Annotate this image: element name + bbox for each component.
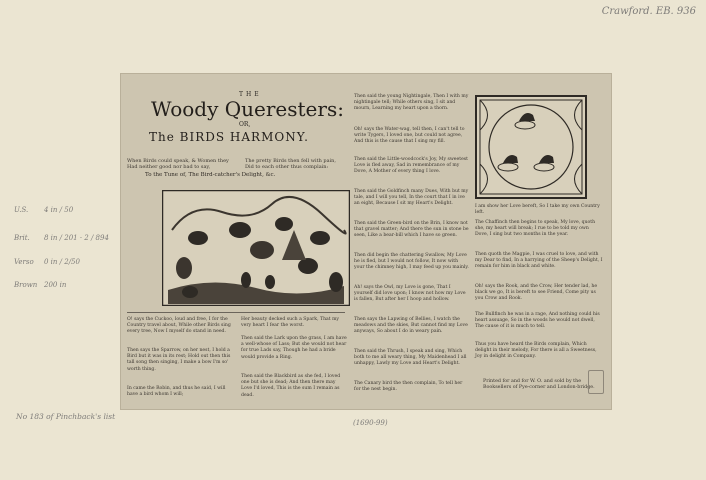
catalog-reference: Crawford. EB. 936 [601, 6, 696, 17]
verse-left-b: Then says the Sparrow, on her nest, I hold a Bird but it was in its rest; Hold out then this tall song then singing, I make a bow I'm so' worth thing. [127, 348, 231, 372]
verse-mid-c: Then said the Blackbird as she fed, I loved one but she is dead; And then there may Love I'd loved, This is the sum I remain as dead. [241, 374, 341, 398]
measure-label-brown: Brown [14, 281, 38, 289]
page-title: Woody Queresters: [151, 97, 344, 121]
verse-right-1: I am show her Love bereft, So I take my own Country left. [475, 204, 600, 216]
verse-mid-b: Then said the Lark upon the grass, I am have a well-whose of Lass; But she would not hear for true Lads say, Though he had a bride would provide a Ring. [241, 336, 347, 360]
verse-left-a: O! says the Cuckoo, loud and free, I for the Country travel about, While other Birds sing every tree, Now I myself do stand in need. [127, 317, 231, 335]
page-subtitle: The BIRDS HARMONY. [149, 130, 309, 144]
measure-value-us: 4 in / 50 [44, 206, 74, 214]
verse-conclusion: Thus you have heard the Birds complain, Which delight in their melody, For there is all a Sweetness, Joy in delight in Company. [475, 342, 597, 360]
verse-bullfinch: The Bullfinch he was in a rage, And nothing could his heart assuage, So in the woods he would not dwell, The cause of it is much to tell. [475, 312, 600, 330]
verse-canary: The Canary bird the then complain, To tell her for the nest begin. [354, 381, 463, 393]
measure-value-brit: 8 in / 201 · 2 / 894 [44, 234, 109, 242]
measure-label-us: U.S. [14, 206, 29, 214]
broadside-sheet [121, 74, 611, 409]
date-note: (1690-99) [353, 419, 388, 427]
divider [127, 312, 345, 313]
verse-left-c: In came the Robin, and thus he said, I will have a bird whom I will; [127, 386, 226, 398]
verse-woodcock: Then said the Little-woodcock's Joy, My sweetest Love is fled away, Sad in remembrance of my Dove, A Mother of every thing I love. [354, 157, 469, 175]
verse-goldfinch: Then said the Goldfinch many Dues, With but my tale, and I will you tell, In the court that I in ive an eight, Because I sit my Heart's Delight. [354, 189, 469, 207]
measure-value-brown: 200 in [44, 281, 67, 289]
title-or: OR, [239, 121, 251, 128]
library-stamp [588, 370, 604, 394]
title-the: THE [239, 91, 262, 98]
verse-lapwing: Then says the Lapwing of Bellies, I watch the meadows and the skies, But cannot find my Love anyways, So about I do in weary pain. [354, 317, 468, 335]
verse-nightingale: Then said the young Nightingale, Then I with my nightingale tell; While others sing, I sit and mourn, Learning my heart upon a thorn. [354, 94, 469, 112]
verse-mid-a: Her beauty decked such a Spark, That my very heart I fear the worst. [241, 317, 340, 329]
catalog-footnote: No 183 of Pinchback's list [16, 412, 116, 421]
verse-swallow: Then did begin the chattering Swallow, My Love he is fled, but I would not follow, It now with your the chimney high, I may feed up you mainly. [354, 253, 469, 271]
tune-line: To the Tune of, The Bird-catcher's Delight, &c. [145, 172, 276, 178]
three-birds-emblem [475, 95, 587, 199]
measure-label-brit: Brit. [14, 234, 30, 242]
verse-thrush: Then said the Thrush, I speak and sing, Which both to me all weary thing, My Maidenhead I all unhappy, Lawly my Love and Heart's Delight. [354, 349, 467, 367]
measure-label-verso: Verso [14, 258, 34, 266]
verse-chaffinch: The Chaffinch then begins to speak, My love, quoth she, my heart will break; I rue to be told my own Dove, I sing but two months in the year. [475, 220, 596, 238]
intro-left: When Birds could speak, & Women they Had neither good nor bad to say, [127, 158, 229, 170]
birds-woodcut-illustration [162, 190, 350, 306]
verse-green-bird: Then said the Green-bird on the Brin, I know not that gravel matter; And there the sun in stone be seen, Like a bear-bill which I have so green. [354, 221, 469, 239]
verse-rook: Oh! says the Rook, and the Crow, Her tender lad, he black we go, It is bereft to see Friend, Come pity us you Crow and Rook. [475, 284, 598, 302]
verse-owl: Ah! says the Owl, my Love is gone, That I yourself did love upon; I know not how my Love is fallen, But after her I hoop and hollow. [354, 285, 466, 303]
measure-value-verso: 0 in / 2/50 [44, 258, 80, 266]
broadside-left-column [121, 74, 351, 409]
printer-imprint: Printed for and for W. O. and sold by the Booksellers of Pye-corner and London-bridge. [483, 379, 595, 390]
verse-magpie: Then quoth the Magpie, I was cruel to love, and with my Dear to find, In a harrying of the Sheep's Delight, I remain for him in black and white. [475, 252, 603, 270]
intro-right: The pretty Birds then fell with pain, Did to each other thus complain: [245, 158, 336, 170]
verse-water-wag: Oh! says the Water-wag, tell then, I can't tell to write Tygers, I loved one, but could not agree, And this is the cause that I sing my fill. [354, 127, 465, 145]
